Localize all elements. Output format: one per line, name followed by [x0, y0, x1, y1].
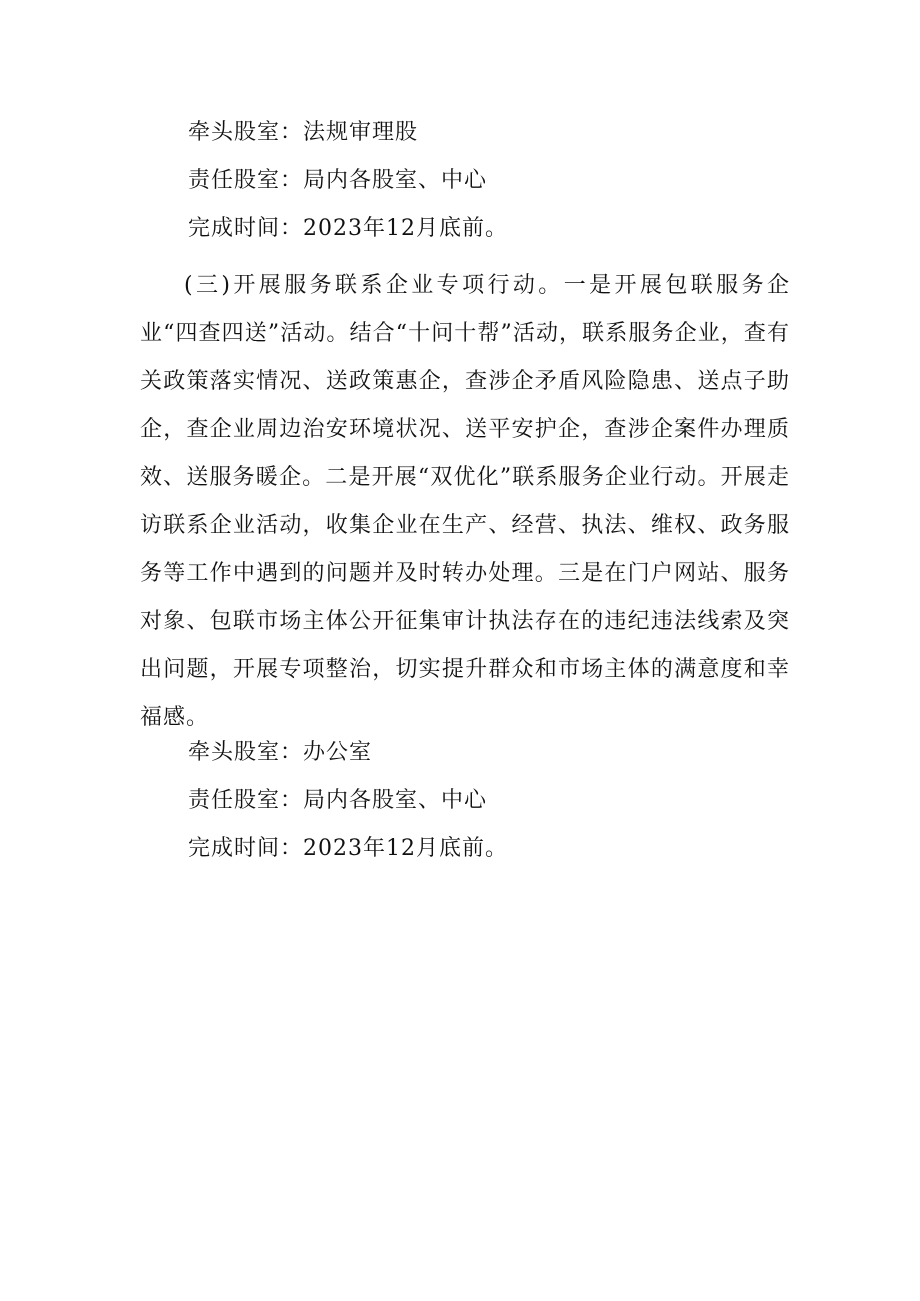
- lead-department-line: 牵头股室：办公室: [188, 740, 373, 765]
- completion-time-line: 完成时间：2023年12月底前。: [188, 216, 508, 241]
- responsible-department-line: 责任股室：局内各股室、中心: [188, 788, 488, 813]
- body-paragraph-service-enterprise: (三)开展服务联系企业专项行动。一是开展包联服务企业“四查四送”活动。结合“十问十帮”活动，联系服务企业，查有关政策落实情况、送政策惠企，查涉企矛盾风险隐患、送点子助企，查企业周边治安环境状况、送平安护企，查涉企案件办理质效、送服务暖企。二是开展“双优化”联系服务企业行动。开展走访联系企业活动，收集企业在生产、经营、执法、维权、政务服务等工作中遇到的问题并及时转办处理。三是在门户网站、服务对象、包联市场主体公开征集审计执法存在的违纪违法线索及突出问题，开展专项整治，切实提升群众和市场主体的满意度和幸福感。: [140, 273, 790, 730]
- lead-department-line: 牵头股室：法规审理股: [188, 120, 419, 145]
- responsible-department-line: 责任股室：局内各股室、中心: [188, 168, 488, 193]
- completion-time-line: 完成时间：2023年12月底前。: [188, 836, 508, 861]
